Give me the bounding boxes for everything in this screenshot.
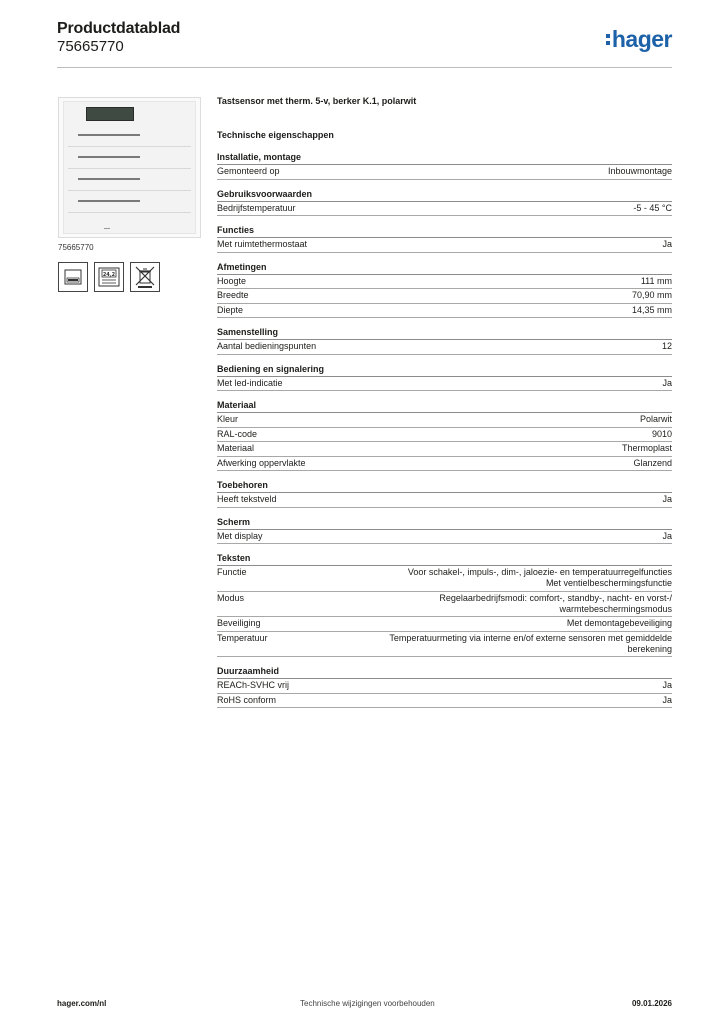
footer-note: Technische wijzigingen voorbehouden (300, 999, 435, 1008)
section-title: Afmetingen (217, 262, 672, 275)
spec-label: Met display (217, 530, 263, 541)
spec-label: Diepte (217, 304, 244, 315)
spec-label: Met ruimtethermostaat (217, 239, 308, 249)
device-key (68, 146, 191, 169)
spec-label: Materiaal (217, 443, 255, 453)
spec-row (217, 442, 672, 457)
spec-value: Voor schakel-, impuls-, dim-, jaloezie- en temperatuurregelfuncties Met ventielbeschermingsfunctie (407, 567, 672, 588)
spec-label: Gemonteerd op (217, 166, 280, 176)
weee-bin-icon (130, 262, 160, 292)
product-name: Tastsensor met therm. 5-v, berker K.1, polarwit (217, 96, 417, 106)
header-divider (57, 67, 672, 68)
spec-value: 12 (661, 341, 672, 351)
spec-value: Ja (662, 680, 672, 690)
spec-value: Regelaarbedrijfsmodi: comfort-, standby-, nacht- en vorst-/ warmtebeschermingsmodus (439, 592, 672, 614)
section-title: Materiaal (217, 400, 672, 413)
spec-label: Functie (217, 567, 247, 577)
spec-section (217, 400, 672, 471)
spec-row (217, 457, 672, 472)
device-display (86, 107, 134, 121)
spec-section (217, 553, 672, 657)
spec-value: 111 mm (640, 275, 672, 286)
section-title: Samenstelling (217, 327, 672, 340)
spec-row (217, 694, 672, 709)
section-title: Toebehoren (217, 480, 672, 493)
spec-label: Heeft tekstveld (217, 494, 277, 504)
brand-logo (606, 28, 672, 51)
footer-site: hager.com/nl (57, 999, 107, 1008)
spec-value: Polarwit (639, 414, 672, 424)
spec-row (217, 428, 672, 443)
spec-value: Ja (662, 694, 672, 705)
spec-label: Temperatuur (217, 632, 268, 643)
product-number: 75665770 (57, 38, 124, 55)
spec-label: Breedte (217, 290, 249, 300)
device-key (68, 168, 191, 191)
spec-value: -5 - 45 °C (633, 202, 672, 213)
symbol-row (58, 262, 160, 292)
device-drawing (63, 101, 196, 234)
spec-label: Kleur (217, 414, 239, 424)
spec-row (217, 289, 672, 304)
section-title: Teksten (217, 553, 672, 566)
svg-text:24,2: 24,2 (102, 272, 116, 278)
spec-row (217, 202, 672, 217)
spec-row (217, 340, 672, 355)
spec-section (217, 480, 672, 508)
section-title: Gebruiksvoorwaarden (217, 189, 672, 202)
spec-row (217, 632, 672, 658)
spec-value: 14,35 mm (631, 304, 672, 315)
spec-section (217, 225, 672, 253)
image-caption: 75665770 (58, 243, 94, 252)
spec-value: Glanzend (633, 457, 672, 468)
section-title: Scherm (217, 517, 672, 530)
spec-value: Ja (662, 239, 672, 249)
spec-section (217, 517, 672, 545)
spec-value: Thermoplast (621, 443, 672, 453)
spec-value: 70,90 mm (631, 290, 672, 300)
spec-row (217, 617, 672, 632)
spec-section (217, 327, 672, 355)
section-title: Installatie, montage (217, 152, 672, 165)
spec-label: RoHS conform (217, 694, 277, 705)
section-title: Functies (217, 225, 672, 238)
spec-section (217, 364, 672, 392)
spec-row (217, 304, 672, 319)
logo-dots-icon (606, 34, 610, 45)
product-image (58, 97, 201, 238)
spec-section (217, 152, 672, 180)
spec-section (217, 189, 672, 217)
spec-row (217, 413, 672, 428)
spec-row (217, 275, 672, 290)
device-key (68, 124, 191, 147)
spec-sections (217, 152, 672, 708)
section-title: Bediening en signalering (217, 364, 672, 377)
spec-value: Ja (662, 494, 672, 504)
spec-row (217, 566, 672, 592)
page-title: Productdatablad (57, 20, 181, 37)
spec-row (217, 592, 672, 618)
spec-value: Inbouwmontage (607, 166, 672, 176)
spec-row (217, 679, 672, 694)
spec-label: RAL-code (217, 428, 258, 439)
spec-label: Hoogte (217, 275, 247, 286)
footer-date: 09.01.2026 (631, 999, 672, 1008)
spec-content (217, 96, 672, 717)
device-key (68, 190, 191, 213)
spec-value: 9010 (651, 428, 672, 439)
spec-row (217, 165, 672, 180)
spec-label: Met led-indicatie (217, 377, 283, 388)
tech-heading: Technische eigenschappen (217, 130, 334, 140)
spec-label: Afwerking oppervlakte (217, 457, 306, 468)
brand-wordmark: hager (611, 26, 672, 52)
spec-label: Bedrijfstemperatuur (217, 202, 296, 213)
spec-row (217, 530, 672, 545)
spec-value: Ja (662, 530, 672, 541)
spec-value: Met demontagebeveiliging (566, 618, 672, 628)
section-title: Duurzaamheid (217, 666, 672, 679)
spec-label: Beveiliging (217, 618, 261, 628)
spec-label: Modus (217, 592, 245, 603)
spec-label: REACh-SVHC vrij (217, 680, 290, 690)
spec-row (217, 493, 672, 508)
spec-row (217, 238, 672, 253)
spec-label: Aantal bedieningspunten (217, 341, 317, 351)
spec-value: Ja (662, 377, 672, 388)
device-led (104, 228, 110, 229)
spec-row (217, 377, 672, 392)
display-symbol-icon (58, 262, 88, 292)
spec-section (217, 666, 672, 708)
spec-section (217, 262, 672, 319)
thermostat-symbol-icon (94, 262, 124, 292)
spec-value: Temperatuurmeting via interne en/of externe sensoren met gemiddelde berekening (389, 632, 672, 654)
